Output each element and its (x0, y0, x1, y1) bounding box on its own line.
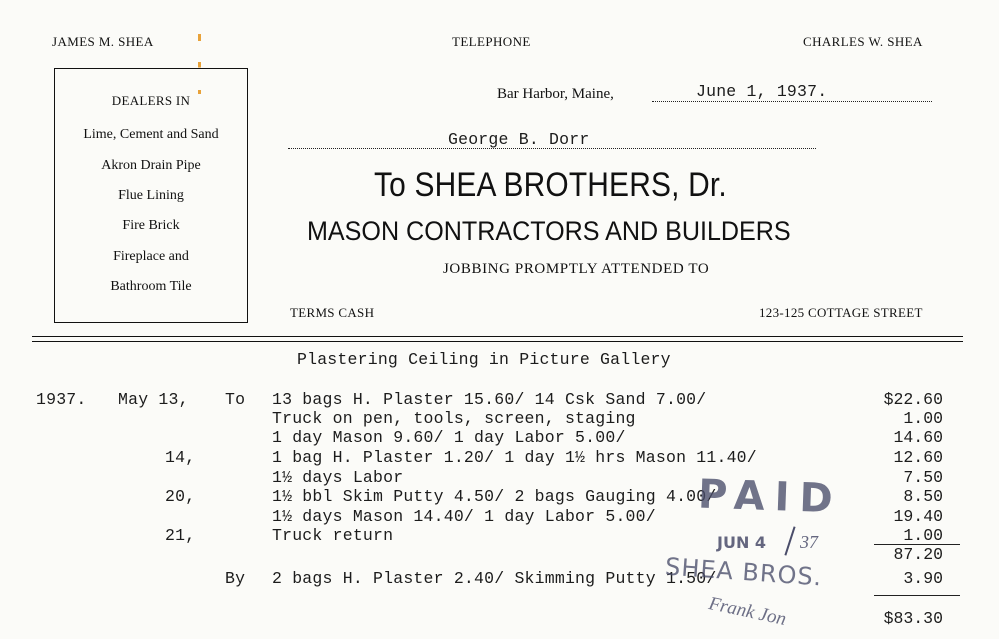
telephone-label: TELEPHONE (452, 34, 531, 49)
date-dotted-line (652, 101, 932, 102)
invoice-month-day: May 13, (118, 390, 189, 409)
line-item-desc: 13 bags H. Plaster 15.60/ 14 Csk Sand 7.00/ (272, 390, 707, 409)
line-item-desc: 1½ days Labor (272, 468, 404, 487)
line-item-amount: 12.60 (893, 448, 943, 467)
line-item-desc: 1 day Mason 9.60/ 1 day Labor 5.00/ (272, 428, 626, 447)
line-item-desc: Truck return (272, 526, 394, 545)
dealer-item: Akron Drain Pipe (101, 158, 201, 173)
dealer-item: Fire Brick (122, 218, 180, 233)
line-item-amount: $22.60 (883, 390, 943, 409)
by-label: By (225, 569, 246, 588)
company-trade: MASON CONTRACTORS AND BUILDERS (307, 216, 791, 246)
customer-name: George B. Dorr (448, 130, 590, 149)
right-proprietor-name: CHARLES W. SHEA (803, 34, 923, 49)
total-amount: $83.30 (883, 609, 943, 628)
invoice-heading: Plastering Ceiling in Picture Gallery (297, 350, 671, 369)
line-item-desc: Truck on pen, tools, screen, staging (272, 409, 636, 428)
line-item-desc: 1½ days Mason 14.40/ 1 day Labor 5.00/ (272, 507, 656, 526)
header-rule-top (32, 336, 963, 337)
line-item-day: 21, (165, 526, 196, 545)
stamp-firm: SHEA BROS. (664, 552, 824, 592)
line-item-amount: 19.40 (893, 507, 943, 526)
jobbing-notice: JOBBING PROMPTLY ATTENDED TO (443, 261, 710, 277)
address-label: 123-125 COTTAGE STREET (759, 305, 923, 320)
left-proprietor-name: JAMES M. SHEA (52, 34, 154, 49)
dealer-item: Fireplace and (113, 249, 189, 264)
line-item-amount: 14.60 (893, 428, 943, 447)
subtotal-amount: 87.20 (893, 545, 943, 564)
invoice-year: 1937. (36, 390, 87, 409)
dealer-item: Bathroom Tile (110, 279, 192, 294)
terms-label: TERMS CASH (290, 305, 375, 320)
total-rule (874, 595, 960, 596)
line-item-amount: 8.50 (903, 487, 943, 506)
line-item-amount: 7.50 (903, 468, 943, 487)
line-item-amount: 1.00 (903, 526, 943, 545)
to-label: To (225, 390, 246, 409)
line-item-desc: 1½ bbl Skim Putty 4.50/ 2 bags Gauging 4.00/ (272, 487, 717, 506)
dealer-item: Lime, Cement and Sand (83, 127, 219, 142)
line-item-amount: 1.00 (903, 409, 943, 428)
dealer-item: Flue Lining (118, 188, 184, 203)
line-item-desc: 1 bag H. Plaster 1.20/ 1 day 1½ hrs Mason 11.40/ (272, 448, 757, 467)
line-item-day: 14, (165, 448, 196, 467)
stamp-year: 37 (800, 532, 818, 552)
credit-amount: 3.90 (903, 569, 943, 588)
stamp-signature: Frank Jon (706, 593, 789, 630)
line-item-day: 20, (165, 487, 196, 506)
credit-desc: 2 bags H. Plaster 2.40/ Skimming Putty 1.50/ (272, 569, 717, 588)
invoice-date: June 1, 1937. (696, 82, 828, 101)
header-rule-bottom (32, 341, 963, 342)
paid-stamp: PAID (697, 471, 844, 523)
company-title: To SHEA BROTHERS, Dr. (374, 166, 727, 204)
stamp-slash (784, 526, 795, 555)
stamp-date: JUN 4 (717, 533, 767, 552)
dealers-title: DEALERS IN (111, 93, 191, 108)
place-label: Bar Harbor, Maine, (497, 86, 614, 102)
dealers-box (54, 68, 248, 323)
